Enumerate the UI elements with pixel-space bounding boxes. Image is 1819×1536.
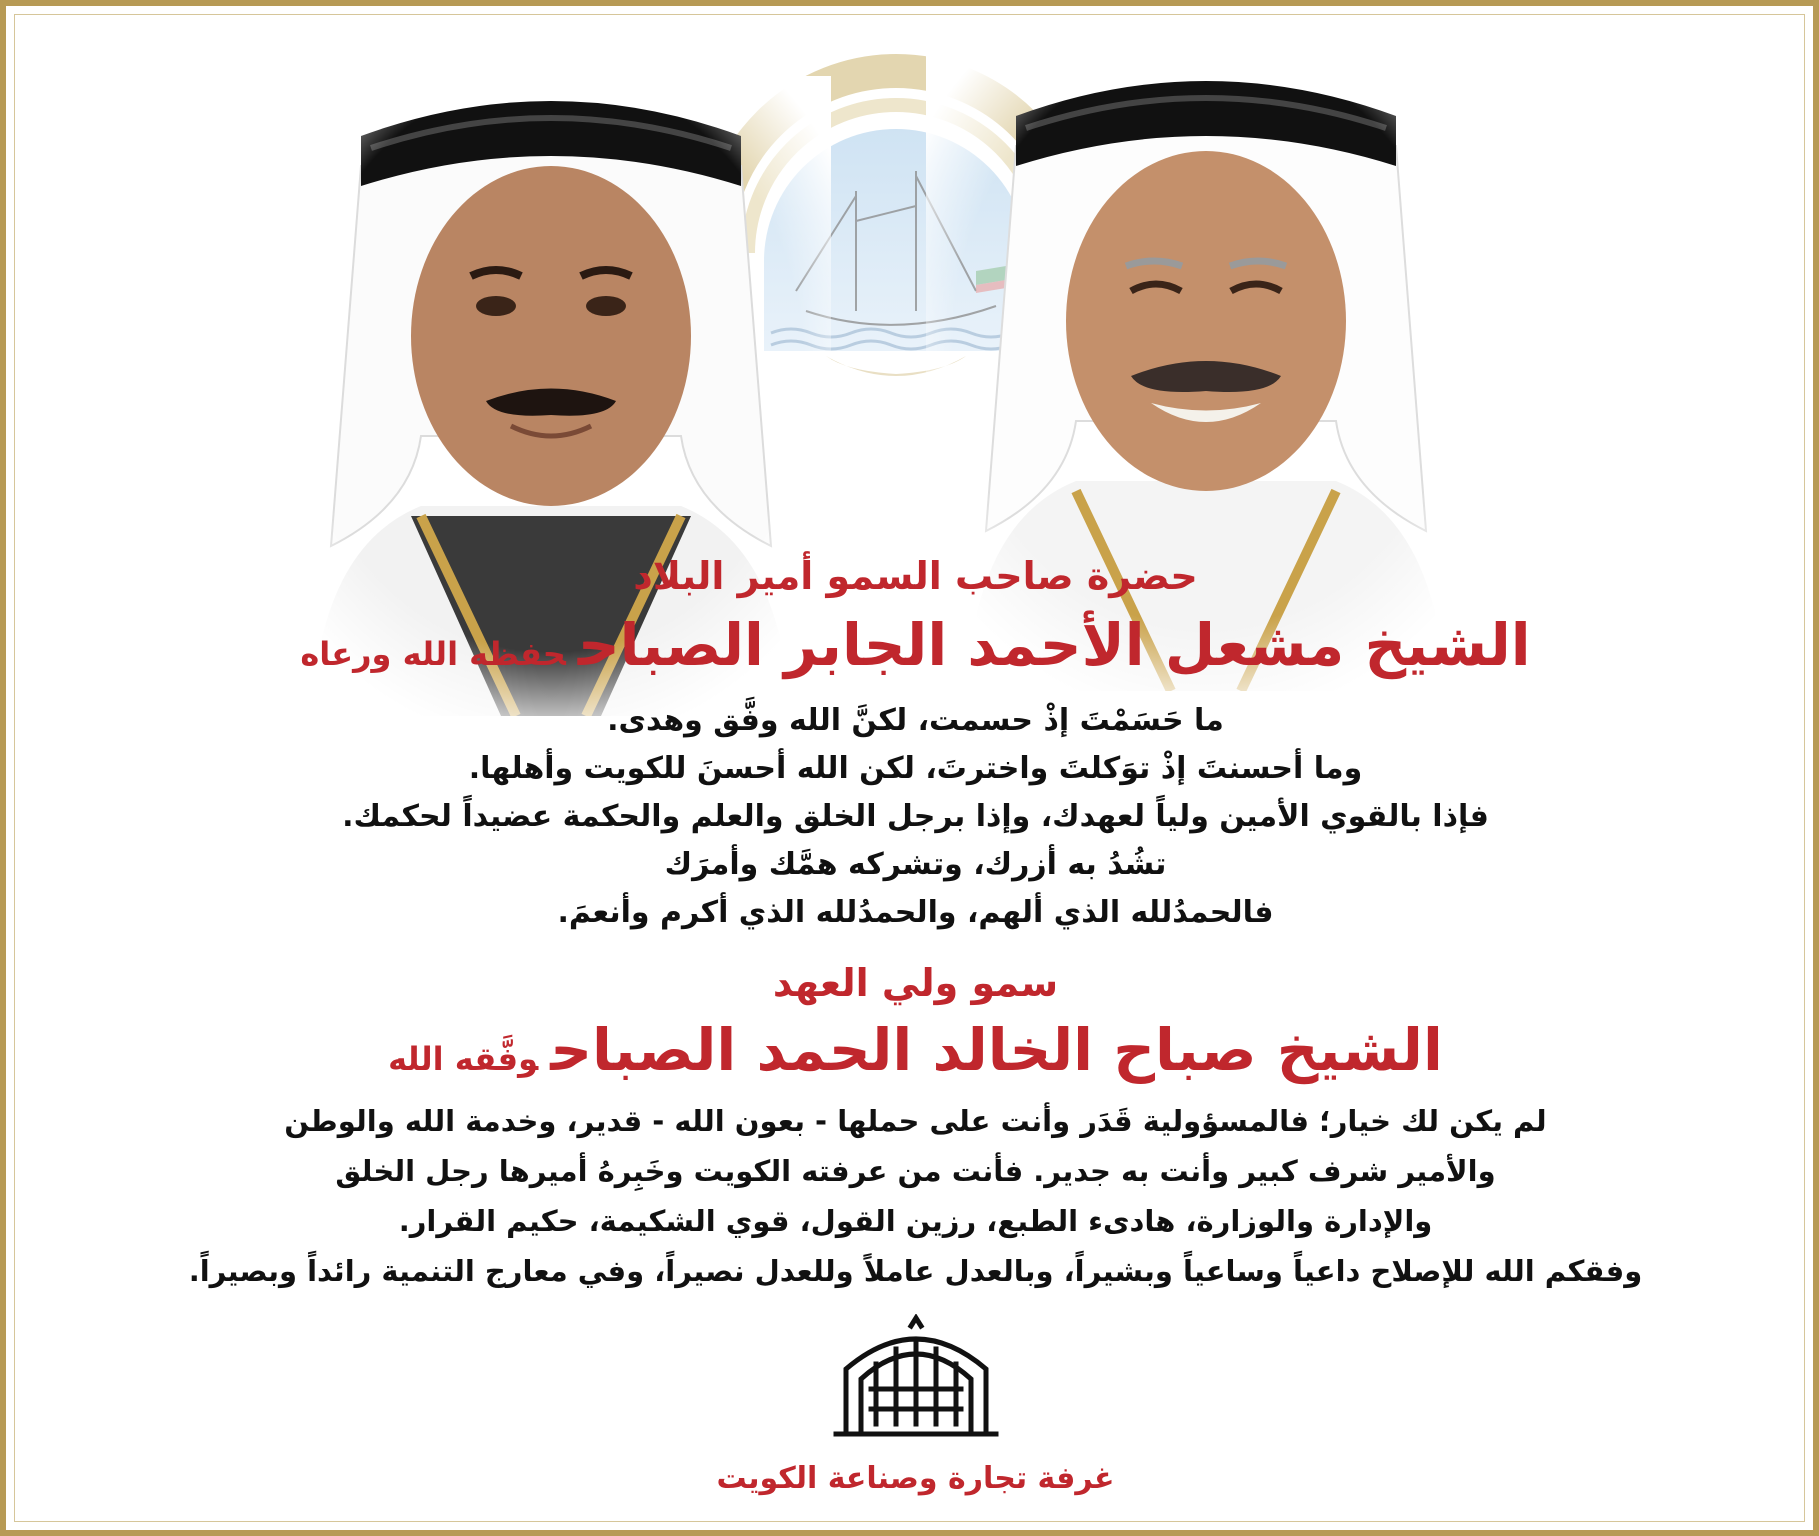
emir-name: الشيخ مشعل الأحمد الجابر الصباح <box>577 611 1531 679</box>
crown-prince-name: الشيخ صباح الخالد الحمد الصباح <box>550 1016 1443 1084</box>
chamber-name: غرفة تجارة وصناعة الكويت <box>716 1461 1115 1496</box>
emir-text-line: وما أحسنتَ إذْ توَكلتَ واخترتَ، لكن الله أحسنَ للكويت وأهلها. <box>468 751 1363 786</box>
emir-text-line: فإذا بالقوي الأمين ولياً لعهدك، وإذا برجل الخلق والعلم والحكمة عضيداً لحكمك. <box>342 799 1489 834</box>
crown-prince-name-line <box>46 1016 1785 1084</box>
crown-prince-text-line: والإدارة والوزارة، هادىء الطبع، رزين القول، قوي الشكيمة، حكيم القرار. <box>398 1204 1433 1238</box>
crown-prince-text-line: وفقكم الله للإصلاح داعياً وساعياً وبشيراً، وبالعدل عاملاً وللعدل نصيراً، وفي معارج التنمية رائداً وبصيراً. <box>188 1254 1643 1288</box>
crown-prince-text-line: والأمير شرف كبير وأنت به جدير. فأنت من عرفته الكويت وخَبِرهُ أميرها رجل الخلق <box>335 1154 1496 1188</box>
emir-text-line: ما حَسَمْتَ إذْ حسمت، لكنَّ الله وفَّق وهدى. <box>607 703 1224 738</box>
chamber-calligraphic-logo-icon <box>826 1314 1006 1444</box>
emir-title: حضرة صاحب السمو أمير البلاد <box>633 554 1198 598</box>
emir-name-suffix: حفظه الله ورعاه <box>300 635 566 673</box>
emir-text-line: تشُدُ به أزرك، وتشركه همَّك وأمرَك <box>664 847 1167 882</box>
crown-prince-title: سمو ولي العهد <box>772 961 1059 1005</box>
emir-text-line: فالحمدُلله الذي ألهم، والحمدُلله الذي أكرم وأنعمَ. <box>557 895 1274 930</box>
crown-prince-text-line: لم يكن لك خيار؛ فالمسؤولية قَدَر وأنت على حملها - بعون الله - قدير، وخدمة الله والوطن <box>284 1104 1547 1138</box>
crown-prince-name-suffix: وفَّقه الله <box>388 1040 539 1078</box>
emir-name-line <box>46 611 1785 679</box>
